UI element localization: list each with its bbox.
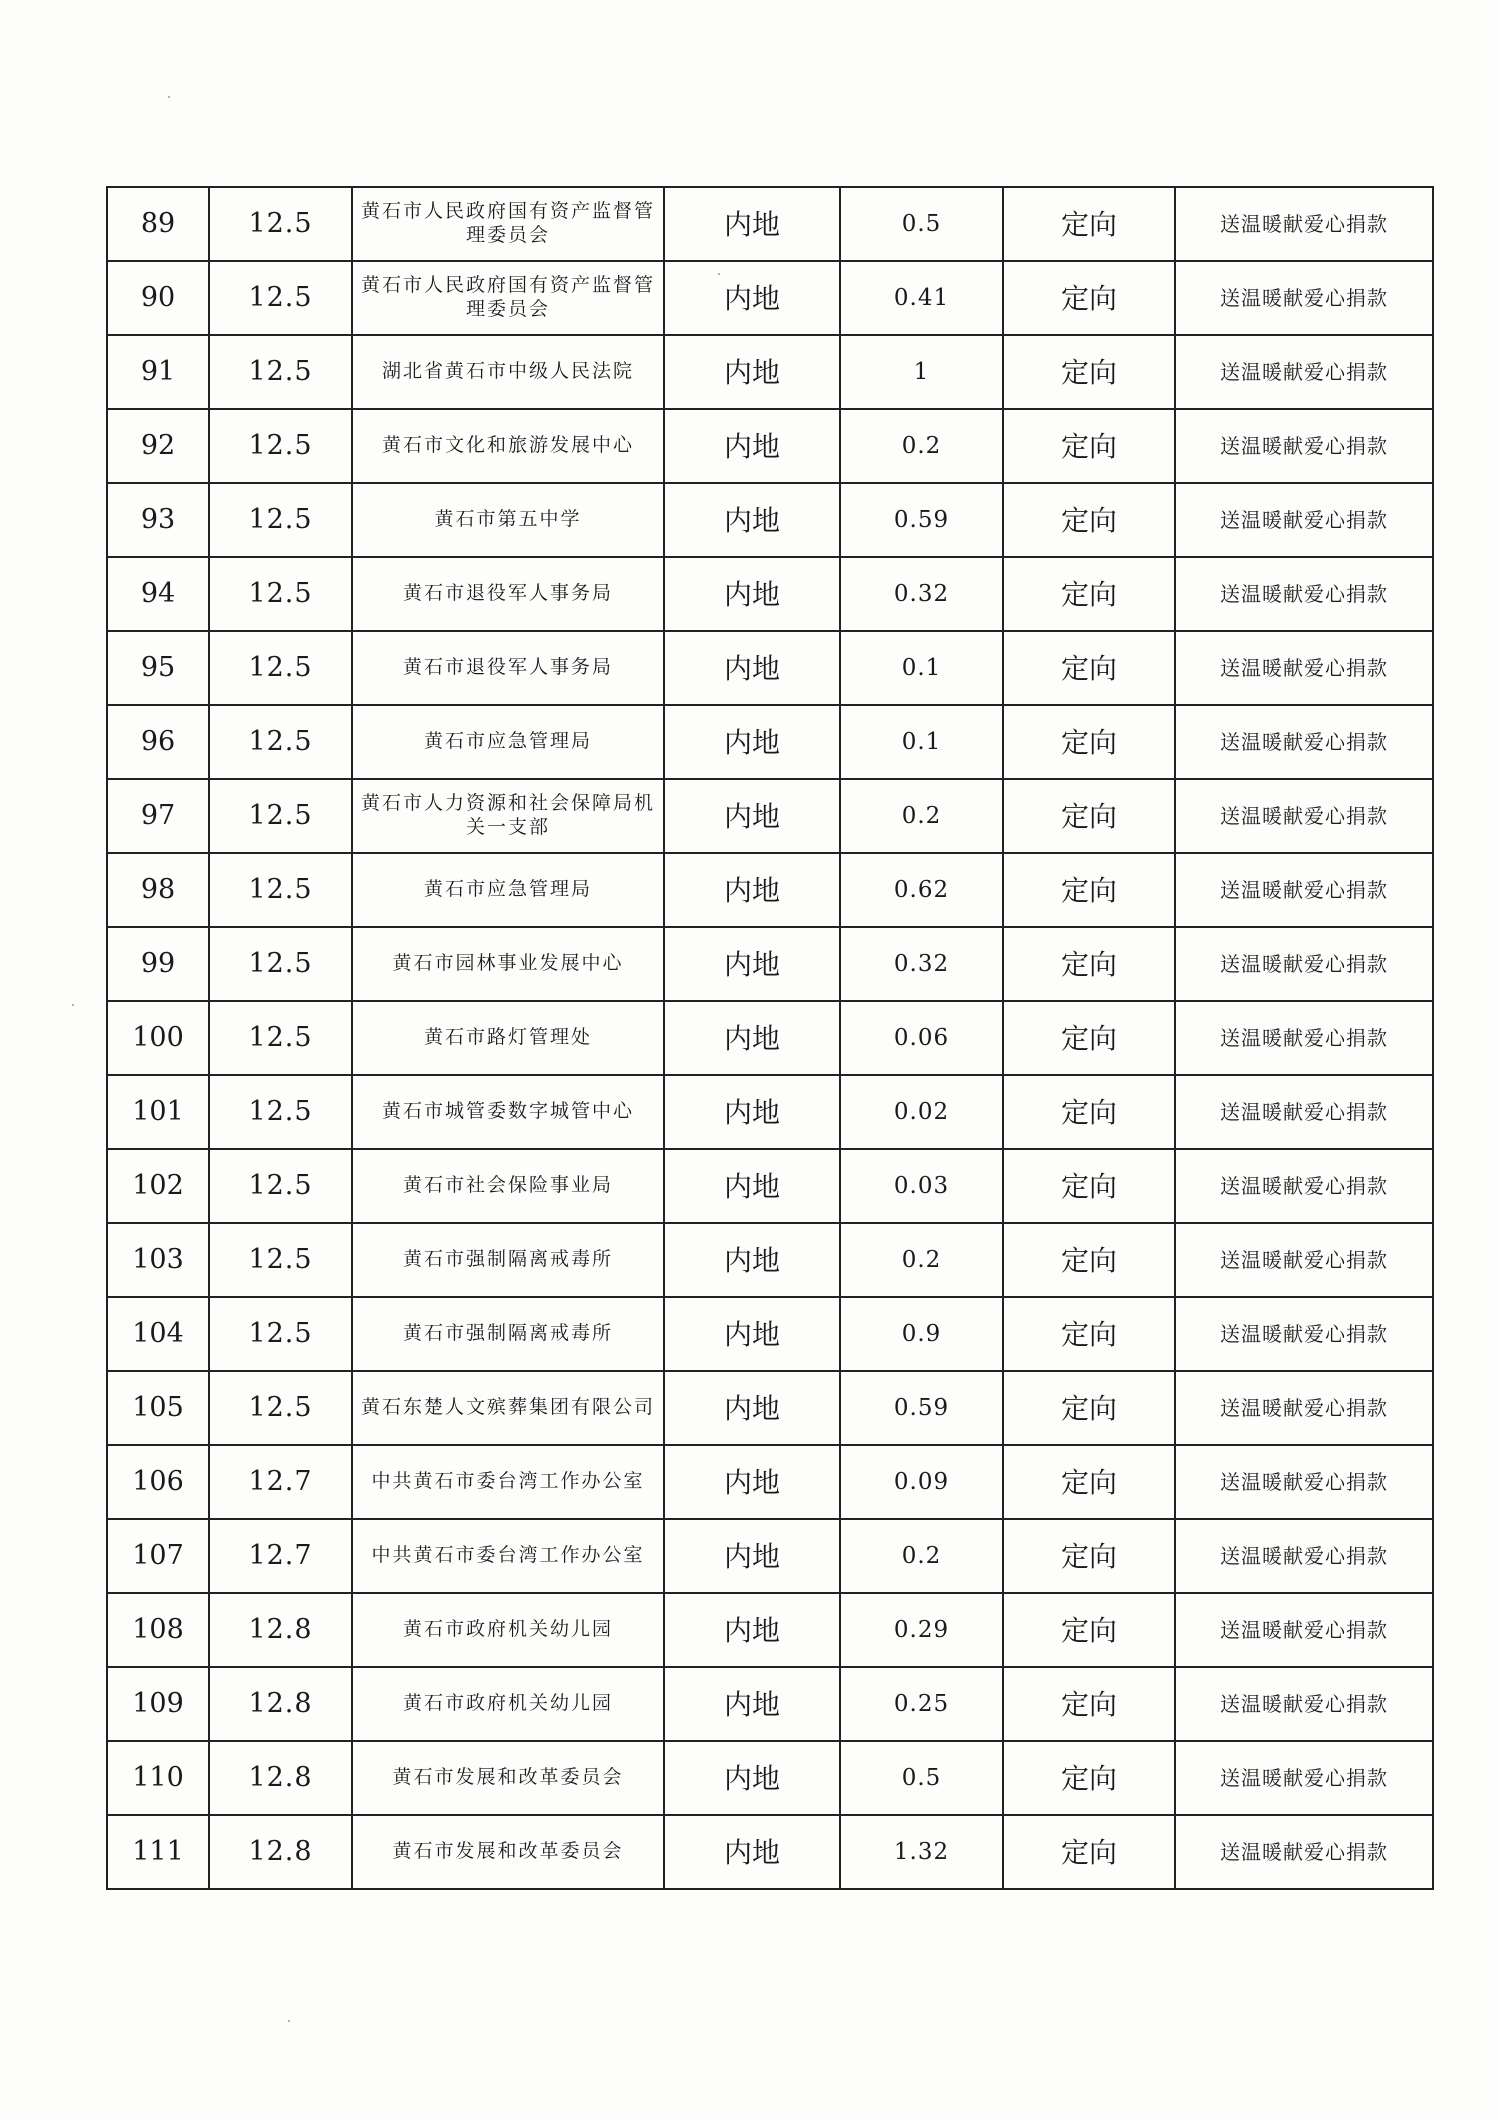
donation-type-cell: 定向 <box>1003 335 1175 409</box>
date-cell: 12.5 <box>209 1149 352 1223</box>
table-row <box>107 1075 1433 1149</box>
region-cell: 内地 <box>664 335 840 409</box>
donor-name-cell: 中共黄石市委台湾工作办公室 <box>352 1519 664 1593</box>
donation-table-sheet <box>106 186 1432 1890</box>
region-cell: 内地 <box>664 1001 840 1075</box>
table-row <box>107 705 1433 779</box>
donor-name-cell: 黄石市政府机关幼儿园 <box>352 1667 664 1741</box>
amount-cell: 1 <box>840 335 1003 409</box>
purpose-cell: 送温暖献爱心捐款 <box>1175 1075 1433 1149</box>
date-cell: 12.5 <box>209 483 352 557</box>
row-number-cell: 90 <box>107 261 209 335</box>
date-cell: 12.5 <box>209 705 352 779</box>
amount-cell: 0.5 <box>840 1741 1003 1815</box>
region-cell: 内地 <box>664 483 840 557</box>
purpose-cell: 送温暖献爱心捐款 <box>1175 261 1433 335</box>
donor-name-cell: 黄石市人民政府国有资产监督管理委员会 <box>352 187 664 261</box>
region-cell: 内地 <box>664 1815 840 1889</box>
donor-name-cell: 黄石市园林事业发展中心 <box>352 927 664 1001</box>
amount-cell: 0.62 <box>840 853 1003 927</box>
row-number-cell: 110 <box>107 1741 209 1815</box>
donation-type-cell: 定向 <box>1003 1667 1175 1741</box>
date-cell: 12.8 <box>209 1667 352 1741</box>
date-cell: 12.5 <box>209 409 352 483</box>
scan-speck <box>72 1004 74 1006</box>
donor-name-cell: 黄石市第五中学 <box>352 483 664 557</box>
amount-cell: 0.2 <box>840 1223 1003 1297</box>
row-number-cell: 89 <box>107 187 209 261</box>
row-number-cell: 108 <box>107 1593 209 1667</box>
table-row <box>107 1297 1433 1371</box>
purpose-cell: 送温暖献爱心捐款 <box>1175 1371 1433 1445</box>
donor-name-cell: 黄石市发展和改革委员会 <box>352 1815 664 1889</box>
donor-name-cell: 中共黄石市委台湾工作办公室 <box>352 1445 664 1519</box>
table-row <box>107 927 1433 1001</box>
region-cell: 内地 <box>664 409 840 483</box>
region-cell: 内地 <box>664 261 840 335</box>
donation-type-cell: 定向 <box>1003 631 1175 705</box>
purpose-cell: 送温暖献爱心捐款 <box>1175 631 1433 705</box>
region-cell: 内地 <box>664 631 840 705</box>
region-cell: 内地 <box>664 1445 840 1519</box>
donation-type-cell: 定向 <box>1003 1371 1175 1445</box>
row-number-cell: 106 <box>107 1445 209 1519</box>
row-number-cell: 102 <box>107 1149 209 1223</box>
amount-cell: 1.32 <box>840 1815 1003 1889</box>
date-cell: 12.5 <box>209 1075 352 1149</box>
region-cell: 内地 <box>664 187 840 261</box>
purpose-cell: 送温暖献爱心捐款 <box>1175 1519 1433 1593</box>
donation-type-cell: 定向 <box>1003 853 1175 927</box>
table-row <box>107 483 1433 557</box>
region-cell: 内地 <box>664 779 840 853</box>
donation-type-cell: 定向 <box>1003 1075 1175 1149</box>
donor-name-cell: 黄石市人力资源和社会保障局机关一支部 <box>352 779 664 853</box>
row-number-cell: 97 <box>107 779 209 853</box>
donation-type-cell: 定向 <box>1003 1593 1175 1667</box>
region-cell: 内地 <box>664 1149 840 1223</box>
scan-speck <box>168 96 170 98</box>
row-number-cell: 92 <box>107 409 209 483</box>
table-row <box>107 335 1433 409</box>
donor-name-cell: 黄石市文化和旅游发展中心 <box>352 409 664 483</box>
table-row <box>107 779 1433 853</box>
amount-cell: 0.5 <box>840 187 1003 261</box>
row-number-cell: 101 <box>107 1075 209 1149</box>
amount-cell: 0.1 <box>840 705 1003 779</box>
date-cell: 12.7 <box>209 1519 352 1593</box>
purpose-cell: 送温暖献爱心捐款 <box>1175 1445 1433 1519</box>
donation-type-cell: 定向 <box>1003 483 1175 557</box>
amount-cell: 0.09 <box>840 1445 1003 1519</box>
donation-type-cell: 定向 <box>1003 557 1175 631</box>
purpose-cell: 送温暖献爱心捐款 <box>1175 1667 1433 1741</box>
amount-cell: 0.32 <box>840 557 1003 631</box>
donation-type-cell: 定向 <box>1003 779 1175 853</box>
table-row <box>107 631 1433 705</box>
row-number-cell: 103 <box>107 1223 209 1297</box>
row-number-cell: 95 <box>107 631 209 705</box>
amount-cell: 0.32 <box>840 927 1003 1001</box>
row-number-cell: 99 <box>107 927 209 1001</box>
date-cell: 12.5 <box>209 1297 352 1371</box>
purpose-cell: 送温暖献爱心捐款 <box>1175 409 1433 483</box>
donation-type-cell: 定向 <box>1003 1149 1175 1223</box>
row-number-cell: 105 <box>107 1371 209 1445</box>
donation-type-cell: 定向 <box>1003 1445 1175 1519</box>
donor-name-cell: 黄石市应急管理局 <box>352 853 664 927</box>
table-row <box>107 1445 1433 1519</box>
date-cell: 12.5 <box>209 261 352 335</box>
date-cell: 12.5 <box>209 927 352 1001</box>
row-number-cell: 104 <box>107 1297 209 1371</box>
donation-type-cell: 定向 <box>1003 705 1175 779</box>
region-cell: 内地 <box>664 1741 840 1815</box>
amount-cell: 0.03 <box>840 1149 1003 1223</box>
purpose-cell: 送温暖献爱心捐款 <box>1175 1001 1433 1075</box>
table-row <box>107 1593 1433 1667</box>
donor-name-cell: 黄石市发展和改革委员会 <box>352 1741 664 1815</box>
donation-type-cell: 定向 <box>1003 409 1175 483</box>
region-cell: 内地 <box>664 705 840 779</box>
row-number-cell: 109 <box>107 1667 209 1741</box>
row-number-cell: 96 <box>107 705 209 779</box>
purpose-cell: 送温暖献爱心捐款 <box>1175 557 1433 631</box>
date-cell: 12.5 <box>209 335 352 409</box>
donation-type-cell: 定向 <box>1003 1815 1175 1889</box>
purpose-cell: 送温暖献爱心捐款 <box>1175 1297 1433 1371</box>
amount-cell: 0.02 <box>840 1075 1003 1149</box>
date-cell: 12.8 <box>209 1741 352 1815</box>
amount-cell: 0.9 <box>840 1297 1003 1371</box>
row-number-cell: 111 <box>107 1815 209 1889</box>
date-cell: 12.5 <box>209 779 352 853</box>
table-row <box>107 1371 1433 1445</box>
purpose-cell: 送温暖献爱心捐款 <box>1175 483 1433 557</box>
table-row <box>107 853 1433 927</box>
table-row <box>107 557 1433 631</box>
row-number-cell: 91 <box>107 335 209 409</box>
table-row <box>107 261 1433 335</box>
donation-type-cell: 定向 <box>1003 1223 1175 1297</box>
region-cell: 内地 <box>664 927 840 1001</box>
amount-cell: 0.06 <box>840 1001 1003 1075</box>
date-cell: 12.5 <box>209 1223 352 1297</box>
donor-name-cell: 黄石市城管委数字城管中心 <box>352 1075 664 1149</box>
region-cell: 内地 <box>664 1075 840 1149</box>
donation-table <box>106 186 1434 1890</box>
purpose-cell: 送温暖献爱心捐款 <box>1175 335 1433 409</box>
date-cell: 12.7 <box>209 1445 352 1519</box>
donation-type-cell: 定向 <box>1003 261 1175 335</box>
table-row <box>107 1519 1433 1593</box>
region-cell: 内地 <box>664 557 840 631</box>
donation-type-cell: 定向 <box>1003 927 1175 1001</box>
date-cell: 12.5 <box>209 1371 352 1445</box>
date-cell: 12.5 <box>209 631 352 705</box>
donation-type-cell: 定向 <box>1003 1001 1175 1075</box>
region-cell: 内地 <box>664 1371 840 1445</box>
donor-name-cell: 湖北省黄石市中级人民法院 <box>352 335 664 409</box>
purpose-cell: 送温暖献爱心捐款 <box>1175 705 1433 779</box>
purpose-cell: 送温暖献爱心捐款 <box>1175 1223 1433 1297</box>
table-row <box>107 1149 1433 1223</box>
region-cell: 内地 <box>664 1223 840 1297</box>
table-row <box>107 409 1433 483</box>
amount-cell: 0.25 <box>840 1667 1003 1741</box>
purpose-cell: 送温暖献爱心捐款 <box>1175 1741 1433 1815</box>
date-cell: 12.8 <box>209 1593 352 1667</box>
date-cell: 12.8 <box>209 1815 352 1889</box>
region-cell: 内地 <box>664 853 840 927</box>
table-row <box>107 187 1433 261</box>
donation-type-cell: 定向 <box>1003 1519 1175 1593</box>
table-row <box>107 1815 1433 1889</box>
donor-name-cell: 黄石市强制隔离戒毒所 <box>352 1223 664 1297</box>
amount-cell: 0.2 <box>840 779 1003 853</box>
amount-cell: 0.2 <box>840 1519 1003 1593</box>
region-cell: 内地 <box>664 1297 840 1371</box>
amount-cell: 0.59 <box>840 1371 1003 1445</box>
table-row <box>107 1223 1433 1297</box>
amount-cell: 0.1 <box>840 631 1003 705</box>
date-cell: 12.5 <box>209 853 352 927</box>
donor-name-cell: 黄石市退役军人事务局 <box>352 557 664 631</box>
purpose-cell: 送温暖献爱心捐款 <box>1175 779 1433 853</box>
scan-speck <box>718 273 720 275</box>
donor-name-cell: 黄石市应急管理局 <box>352 705 664 779</box>
table-body <box>107 187 1433 1889</box>
purpose-cell: 送温暖献爱心捐款 <box>1175 1593 1433 1667</box>
date-cell: 12.5 <box>209 1001 352 1075</box>
row-number-cell: 98 <box>107 853 209 927</box>
donor-name-cell: 黄石市路灯管理处 <box>352 1001 664 1075</box>
amount-cell: 0.59 <box>840 483 1003 557</box>
row-number-cell: 107 <box>107 1519 209 1593</box>
table-row <box>107 1741 1433 1815</box>
region-cell: 内地 <box>664 1593 840 1667</box>
purpose-cell: 送温暖献爱心捐款 <box>1175 1815 1433 1889</box>
scan-speck <box>288 2020 290 2022</box>
purpose-cell: 送温暖献爱心捐款 <box>1175 853 1433 927</box>
purpose-cell: 送温暖献爱心捐款 <box>1175 927 1433 1001</box>
amount-cell: 0.41 <box>840 261 1003 335</box>
donation-type-cell: 定向 <box>1003 1741 1175 1815</box>
amount-cell: 0.29 <box>840 1593 1003 1667</box>
donor-name-cell: 黄石东楚人文殡葬集团有限公司 <box>352 1371 664 1445</box>
purpose-cell: 送温暖献爱心捐款 <box>1175 187 1433 261</box>
date-cell: 12.5 <box>209 557 352 631</box>
donor-name-cell: 黄石市退役军人事务局 <box>352 631 664 705</box>
region-cell: 内地 <box>664 1667 840 1741</box>
donation-type-cell: 定向 <box>1003 187 1175 261</box>
purpose-cell: 送温暖献爱心捐款 <box>1175 1149 1433 1223</box>
row-number-cell: 94 <box>107 557 209 631</box>
row-number-cell: 100 <box>107 1001 209 1075</box>
table-row <box>107 1667 1433 1741</box>
region-cell: 内地 <box>664 1519 840 1593</box>
table-row <box>107 1001 1433 1075</box>
date-cell: 12.5 <box>209 187 352 261</box>
amount-cell: 0.2 <box>840 409 1003 483</box>
row-number-cell: 93 <box>107 483 209 557</box>
donor-name-cell: 黄石市政府机关幼儿园 <box>352 1593 664 1667</box>
donation-type-cell: 定向 <box>1003 1297 1175 1371</box>
donor-name-cell: 黄石市社会保险事业局 <box>352 1149 664 1223</box>
donor-name-cell: 黄石市强制隔离戒毒所 <box>352 1297 664 1371</box>
donor-name-cell: 黄石市人民政府国有资产监督管理委员会 <box>352 261 664 335</box>
